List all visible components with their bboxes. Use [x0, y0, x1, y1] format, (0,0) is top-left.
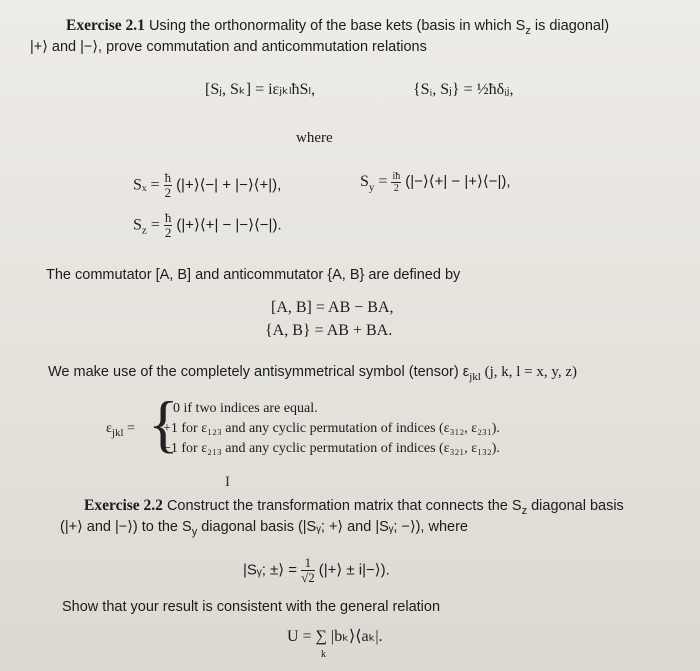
sz-eq: = — [146, 216, 160, 234]
ex2-line2-text: (|+⟩ and |−⟩) to the S — [60, 519, 192, 535]
sz-sub: z — [141, 224, 147, 237]
eps-sub: jkl — [111, 426, 124, 439]
sy-ket-left: |Sᵧ; ±⟩ = — [243, 561, 298, 579]
exercise-2-1-line1 — [66, 16, 609, 39]
text-cursor-icon: I — [225, 474, 230, 490]
ex1-line1-sub: z — [525, 24, 531, 37]
ex2-line2-sub: y — [191, 525, 198, 538]
sx-body: (|+⟩⟨−| + |−⟩⟨+|), — [176, 176, 282, 194]
sy-eq: = — [374, 173, 388, 191]
commutator-definition-text: The commutator [A, B] and anticommutator {A, B} are defined by — [46, 267, 461, 283]
ex2-line1-tail: diagonal basis — [527, 498, 624, 514]
case-minus-one: −1 for ε₂₁₃ and any cyclic permutation of indices (ε₃₂₁, ε₁₃₂). — [163, 441, 500, 456]
cases-brace: { — [148, 388, 179, 459]
case-plus-one: +1 for ε₁₂₃ and any cyclic permutation of indices (ε₃₁₂, ε₂₃₁). — [163, 421, 500, 436]
ex2-line2-tail: diagonal basis (|Sᵧ; +⟩ and |Sᵧ; −⟩), where — [197, 519, 468, 535]
exercise-2-2-label: Exercise 2.2 — [84, 497, 163, 514]
sy-frac-num: iħ — [392, 171, 401, 182]
where-text: where — [296, 130, 333, 146]
commutation-relation: [Sⱼ, Sₖ] = iεⱼₖₗħSₗ, — [205, 81, 316, 98]
show-consistency-text: Show that your result is consistent with the general relation — [62, 599, 441, 615]
anticommutator-formula: {A, B} = AB + BA. — [265, 322, 393, 339]
sy-ket-frac-den: √2 — [301, 570, 315, 586]
sz-body: (|+⟩⟨+| − |−⟩⟨−|). — [176, 216, 282, 234]
exercise-2-1-line2: |+⟩ and |−⟩, prove commutation and anticommutation relations — [30, 39, 427, 55]
sy-sub: y — [368, 181, 375, 194]
case-zero: 0 if two indices are equal. — [173, 401, 318, 416]
levi-sub: jkl — [469, 370, 481, 383]
sum-index: k — [321, 649, 326, 660]
sy-ket-frac-num: 1 — [301, 556, 315, 571]
sz-fraction — [164, 211, 173, 241]
exercise-2-1-label: Exercise 2.1 — [66, 17, 145, 34]
sy-definition — [360, 171, 511, 195]
epsilon-left — [106, 421, 135, 440]
ex1-line1-tail: is diagonal) — [530, 18, 610, 34]
sy-ket-body: (|+⟩ ± i|−⟩). — [318, 561, 390, 579]
ex1-line1-text: Using the orthonormality of the base kets (basis in which S — [148, 18, 526, 34]
eps-eq: = — [123, 421, 135, 436]
sy-left: S — [360, 173, 369, 191]
sz-frac-num: ħ — [164, 210, 172, 225]
exercise-2-2-line2 — [60, 518, 468, 540]
sx-frac-num: ħ — [164, 170, 172, 185]
sx-fraction — [164, 171, 173, 201]
exercise-2-2-line1 — [84, 496, 624, 519]
commutator-formula: [A, B] = AB − BA, — [271, 299, 394, 316]
ex2-line1-sub: z — [521, 504, 528, 517]
sx-left: Sₓ = — [133, 176, 160, 194]
sx-definition — [133, 171, 281, 201]
sz-frac-den: 2 — [164, 225, 172, 241]
sx-frac-den: 2 — [164, 185, 172, 201]
ex2-line1-text: Construct the transformation matrix that connects the S — [166, 498, 522, 514]
anticommutation-relation: {Sᵢ, Sⱼ} = ½ħδᵢⱼ, — [413, 81, 514, 98]
sy-ket-fraction — [301, 556, 315, 586]
sy-body: (|−⟩⟨+| − |+⟩⟨−|), — [405, 173, 511, 191]
sz-left: S — [133, 216, 142, 234]
sz-definition — [133, 211, 282, 241]
sy-frac-den: 2 — [393, 183, 399, 194]
sy-ket-definition — [243, 556, 390, 586]
eps-symbol: ε — [106, 421, 112, 436]
unitary-relation: U = ∑ |bₖ⟩⟨aₖ|. — [287, 628, 383, 645]
levi-text: We make use of the completely antisymmetrical symbol (tensor) ε — [48, 364, 470, 380]
sy-fraction — [391, 171, 401, 194]
levi-civita-text — [48, 363, 577, 385]
levi-tail: (j, k, l = x, y, z) — [480, 364, 578, 380]
